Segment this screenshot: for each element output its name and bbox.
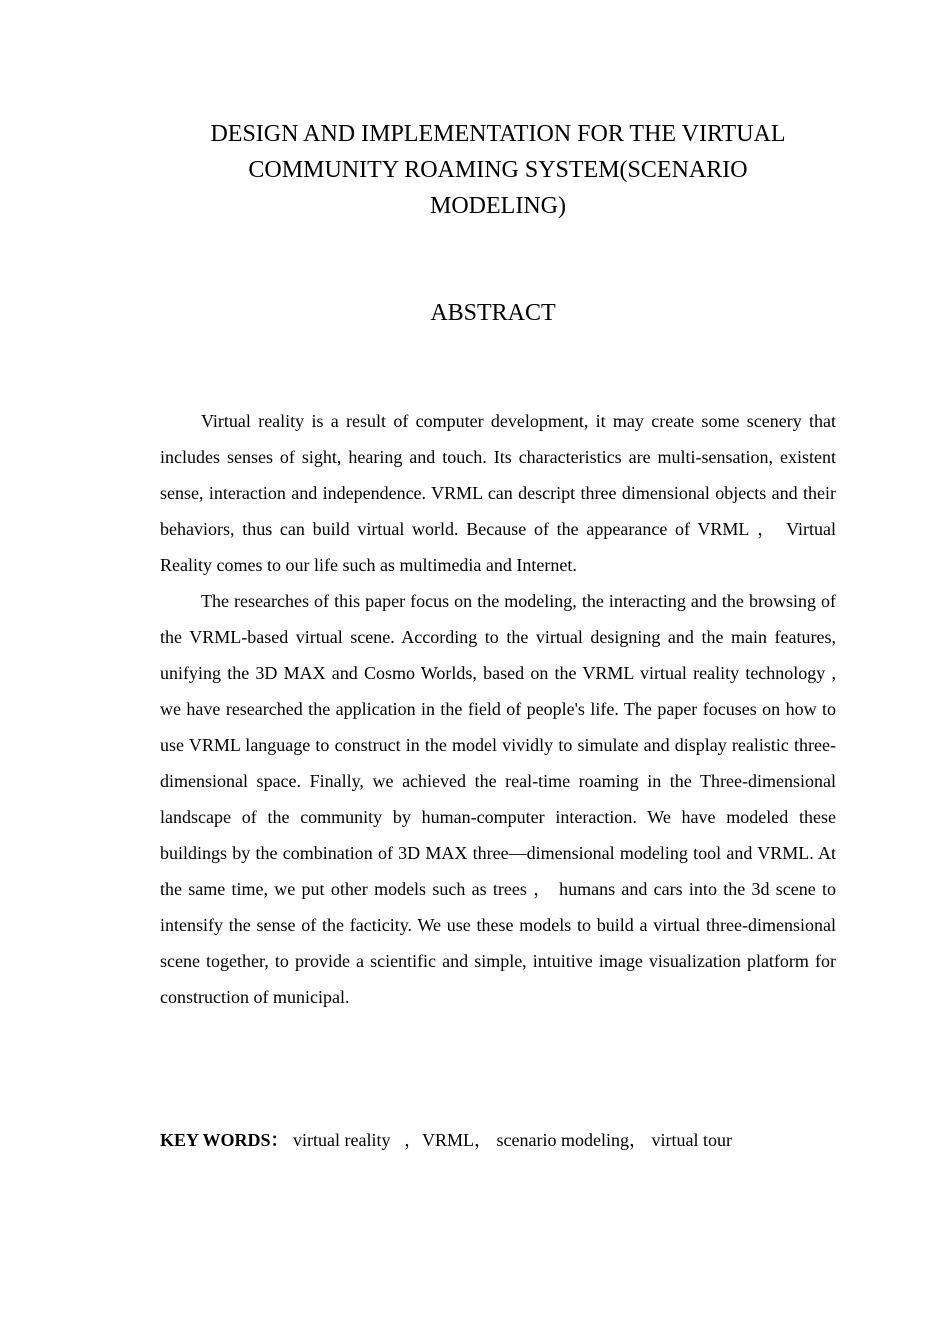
title-line: DESIGN AND IMPLEMENTATION FOR THE VIRTUAL [210,121,786,147]
keywords-line [160,1122,836,1158]
keywords-text: virtual reality ，VRML， scenario modeling， virtual tour [293,1130,732,1150]
abstract-paragraph: The researches of this paper focus on the modeling, the interacting and the browsing of the VRML-based virtual scene. According to the virtual designing and the main features, unifying the 3D MAX and Cosmo Worlds, based on the VRML virtual reality technology , we have researched the application in the field of people's life. The paper focuses on how to use VRML language to construct in the model vividly to simulate and display realistic three-dimensional space. Finally, we achieved the real-time roaming in the Three-dimensional landscape of the community by human-computer interaction. We have modeled these buildings by the combination of 3D MAX three—dimensional modeling tool and VRML. At the same time, we put other models such as trees ， humans and cars into the 3d scene to intensify the sense of the facticity. We use these models to build a virtual three-dimensional scene together, to provide a scientific and simple, intuitive image visualization platform for construction of municipal. [160,591,836,1007]
abstract-heading: ABSTRACT [430,300,556,326]
title-line: COMMUNITY ROAMING SYSTEM(SCENARIO [248,157,748,183]
abstract-body [160,403,836,1015]
document-title [160,116,836,224]
abstract-paragraph: Virtual reality is a result of computer development, it may create some scenery that includes senses of sight, hearing and touch. Its characteristics are multi-sensation, existent sense, interaction and independence. VRML can descript three dimensional objects and their behaviors, thus can build virtual world. Because of the appearance of VRML ， Virtual Reality comes to our life such as multimedia and Internet. [160,411,836,575]
keywords-label: KEY WORDS： [160,1130,289,1150]
title-line: MODELING) [430,193,566,219]
